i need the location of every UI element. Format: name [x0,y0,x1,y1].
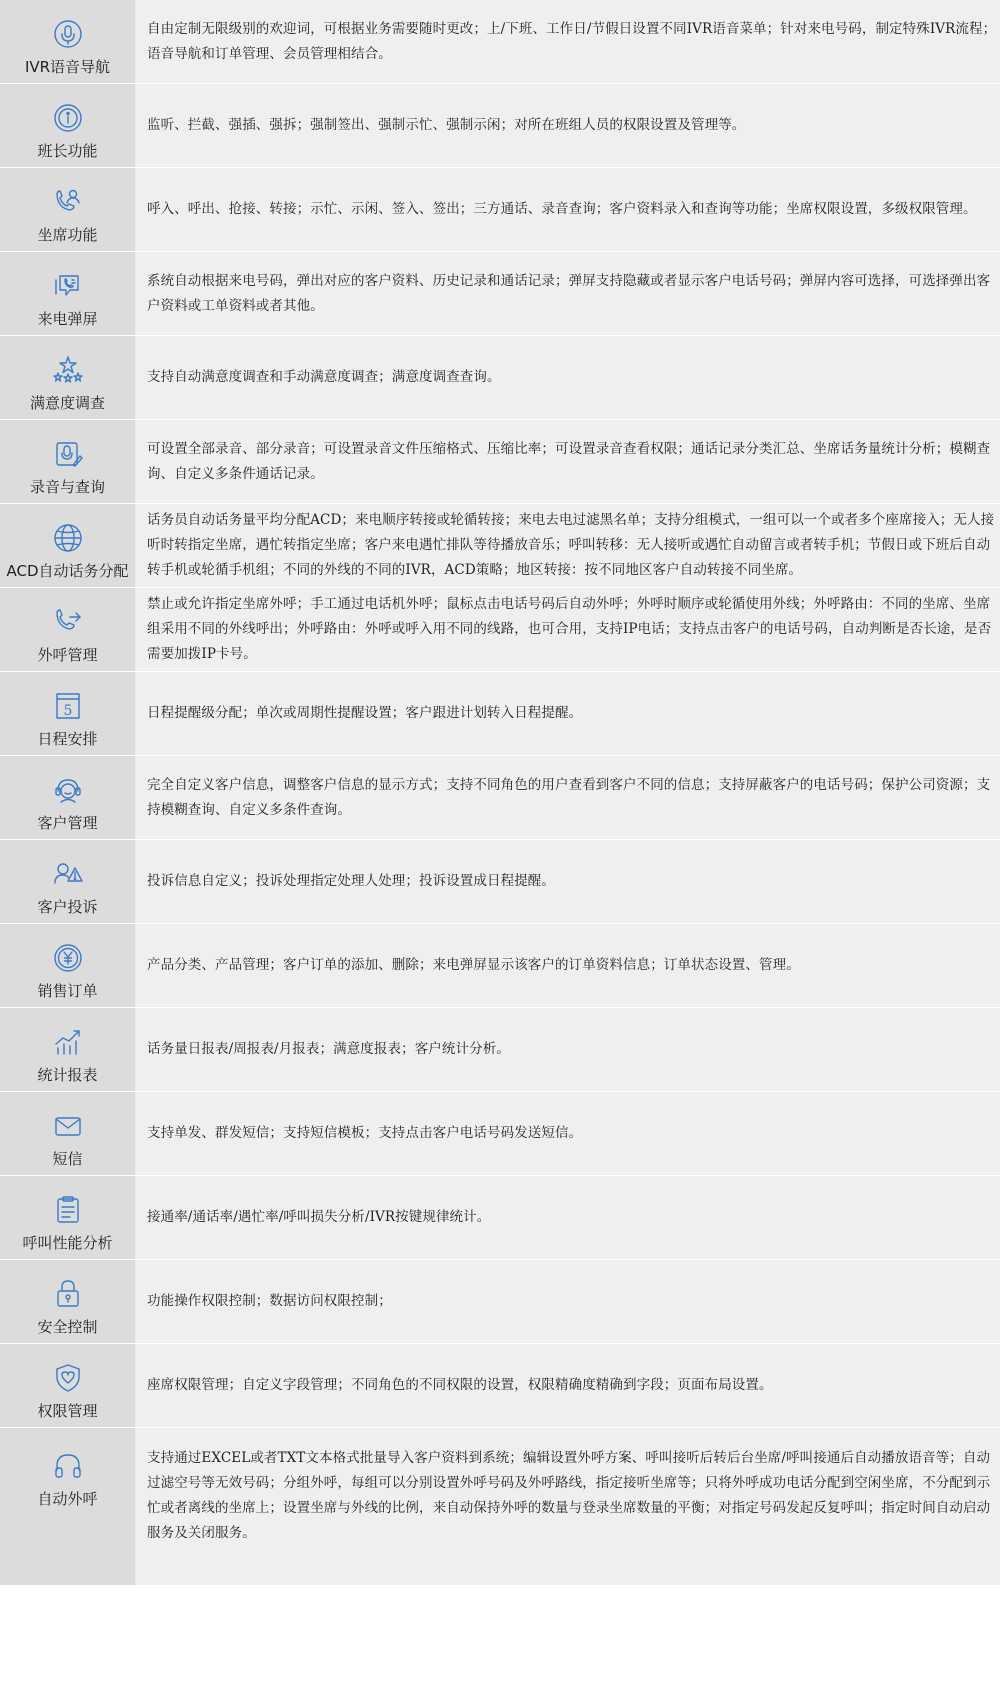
feature-row [0,588,1000,672]
feature-description: 呼入、呼出、抢接、转接；示忙、示闲、签入、签出；三方通话、录音查询；客户资料录入和查询等功能；坐席权限设置，多级权限管理。 [147,201,977,217]
feature-description-cell [135,84,1000,167]
feature-description: 功能操作权限控制；数据访问权限控制； [147,1293,392,1309]
feature-label-cell [0,840,135,923]
feature-description-cell [135,1344,1000,1427]
feature-label: 坐席功能 [37,226,98,244]
feature-label-cell [0,84,135,167]
outgoing-call-icon [52,606,84,638]
bar-chart-icon [52,1026,84,1058]
feature-label: 呼叫性能分析 [22,1234,113,1252]
feature-label: 外呼管理 [37,646,98,664]
feature-description-cell [135,252,1000,335]
feature-description: 投诉信息自定义；投诉处理指定处理人处理；投诉设置成日程提醒。 [147,873,555,889]
feature-row [0,672,1000,756]
user-warning-icon [52,858,84,890]
feature-description: 接通率/通话率/遇忙率/呼叫损失分析/IVR按键规律统计。 [147,1209,491,1225]
feature-description-cell [135,840,1000,923]
feature-description: 支持自动满意度调查和手动满意度调查；满意度调查查询。 [147,369,501,385]
feature-label: 权限管理 [37,1402,98,1420]
lock-icon [52,1278,84,1310]
feature-description: 日程提醒级分配；单次或周期性提醒设置；客户跟进计划转入日程提醒。 [147,705,583,721]
microphone-icon [52,18,84,50]
feature-label: 销售订单 [37,982,98,1000]
feature-description-cell [135,672,1000,755]
feature-row [0,1008,1000,1092]
feature-label: ACD自动话务分配 [6,562,129,580]
feature-label-cell [0,1092,135,1175]
info-circle-icon [52,102,84,134]
feature-row [0,84,1000,168]
yen-coin-icon [52,942,84,974]
stars-icon [52,354,84,386]
feature-row [0,0,1000,84]
feature-row [0,420,1000,504]
clipboard-icon [52,1194,84,1226]
feature-label: 客户投诉 [37,898,98,916]
feature-description-cell [135,924,1000,1007]
feature-description-cell [135,168,1000,251]
feature-description-cell [135,1176,1000,1259]
feature-description: 可设置全部录音、部分录音；可设置录音文件压缩格式、压缩比率；可设置录音查看权限；通话记录分类汇总、坐席话务量统计分析；模糊查询、自定义多条件通话记录。 [147,440,991,482]
headset-user-icon [52,774,84,806]
feature-label-cell [0,336,135,419]
feature-label-cell [0,1008,135,1091]
feature-description-cell [135,1260,1000,1343]
feature-label-cell [0,672,135,755]
feature-description: 支持通过EXCEL或者TXT文本格式批量导入客户资料到系统；编辑设置外呼方案、呼叫接听后转后台坐席/呼叫接通后自动播放语音等；自动过滤空号等无效号码；分组外呼，每组可以分别设置外呼号码及外呼路线，指定接听坐席等；只将外呼成功电话分配到空闲坐席，不分配到示忙或者离线的坐席上；设置坐席与外线的比例，来自动保持外呼的数量与登录坐席数量的平衡；对指定号码发起反复呼叫；指定时间自动启动服务及关闭服务。 [147,1450,991,1541]
feature-row [0,1428,1000,1586]
shield-icon [52,1362,84,1394]
feature-label-cell [0,504,135,587]
feature-label-cell [0,1344,135,1427]
feature-row [0,1260,1000,1344]
feature-row [0,1092,1000,1176]
feature-description-cell [135,336,1000,419]
headphones-icon [52,1450,84,1482]
feature-label: 自动外呼 [37,1490,98,1508]
feature-description-cell [135,756,1000,839]
feature-label: 满意度调查 [29,394,105,412]
feature-description: 监听、拦截、强插、强拆；强制签出、强制示忙、强制示闲；对所在班组人员的权限设置及管理等。 [147,117,746,133]
feature-description: 自由定制无限级别的欢迎词，可根据业务需要随时更改；上/下班、工作日/节假日设置不同IVR语音菜单；针对来电号码，制定特殊IVR流程；语音导航和订单管理、会员管理相结合。 [147,20,997,62]
feature-description: 产品分类、产品管理；客户订单的添加、删除；来电弹屏显示该客户的订单资料信息；订单状态设置、管理。 [147,957,800,973]
feature-label-cell [0,1176,135,1259]
feature-label: 来电弹屏 [37,310,98,328]
feature-row [0,1176,1000,1260]
globe-icon [52,522,84,554]
feature-row [0,1344,1000,1428]
feature-label-cell [0,168,135,251]
feature-label-cell [0,1428,135,1585]
feature-row [0,168,1000,252]
feature-label: 录音与查询 [29,478,105,496]
feature-label-cell [0,924,135,1007]
feature-label: 安全控制 [37,1318,98,1336]
feature-description: 话务量日报表/周报表/月报表；满意度报表；客户统计分析。 [147,1041,510,1057]
feature-description-cell [135,0,1000,83]
feature-description-cell [135,1008,1000,1091]
envelope-icon [52,1110,84,1142]
feature-label-cell [0,420,135,503]
agent-phone-icon [52,186,84,218]
feature-label: IVR语音导航 [24,58,111,76]
feature-label: 日程安排 [37,730,98,748]
calendar-day: 5 [63,703,72,719]
feature-description: 话务员自动话务量平均分配ACD；来电顺序转接或轮循转接；来电去电过滤黑名单；支持分组模式，一组可以一个或者多个座席接入；无人接听时转指定坐席，遇忙转指定坐席；客户来电遇忙排队等待播放音乐；呼叫转移：无人接听或遇忙自动留言或者转手机；节假日或下班后自动转手机或轮循手机组；不同的外线的不同的IVR，ACD策略；地区转接：按不同地区客户自动转接不同坐席。 [147,512,995,578]
feature-row [0,924,1000,1008]
feature-row [0,840,1000,924]
feature-description: 完全自定义客户信息，调整客户信息的显示方式；支持不同角色的用户查看到客户不同的信息；支持屏蔽客户的电话号码；保护公司资源；支持模糊查询、自定义多条件查询。 [147,776,991,818]
feature-label: 班长功能 [37,142,98,160]
popup-phone-icon [52,270,84,302]
feature-description-cell [135,588,1000,671]
calendar-icon [52,690,84,722]
feature-label-cell [0,588,135,671]
feature-description: 禁止或允许指定坐席外呼；手工通过电话机外呼；鼠标点击电话号码后自动外呼；外呼时顺序或轮循使用外线；外呼路由：不同的坐席、坐席组采用不同的外线呼出；外呼路由：外呼或呼入用不同的线路，也可合用，支持IP电话；支持点击客户的电话号码，自动判断是否长途，是否需要加拨IP卡号。 [147,596,992,662]
feature-label: 统计报表 [37,1066,98,1084]
feature-label: 短信 [52,1150,83,1168]
feature-description-cell [135,1428,1000,1585]
feature-label-cell [0,756,135,839]
feature-description: 支持单发、群发短信；支持短信模板；支持点击客户电话号码发送短信。 [147,1125,583,1141]
feature-label-cell [0,252,135,335]
feature-description-cell [135,1092,1000,1175]
feature-label-cell [0,0,135,83]
feature-description-cell [135,504,1000,587]
recording-icon [52,438,84,470]
feature-row [0,252,1000,336]
feature-row [0,756,1000,840]
feature-row [0,336,1000,420]
feature-description: 座席权限管理；自定义字段管理；不同角色的不同权限的设置，权限精确度精确到字段；页面布局设置。 [147,1377,773,1393]
feature-label-cell [0,1260,135,1343]
feature-label: 客户管理 [37,814,98,832]
feature-description: 系统自动根据来电号码，弹出对应的客户资料、历史记录和通话记录；弹屏支持隐藏或者显示客户电话号码；弹屏内容可选择，可选择弹出客户资料或工单资料或者其他。 [147,272,991,314]
feature-description-cell [135,420,1000,503]
feature-row [0,504,1000,588]
